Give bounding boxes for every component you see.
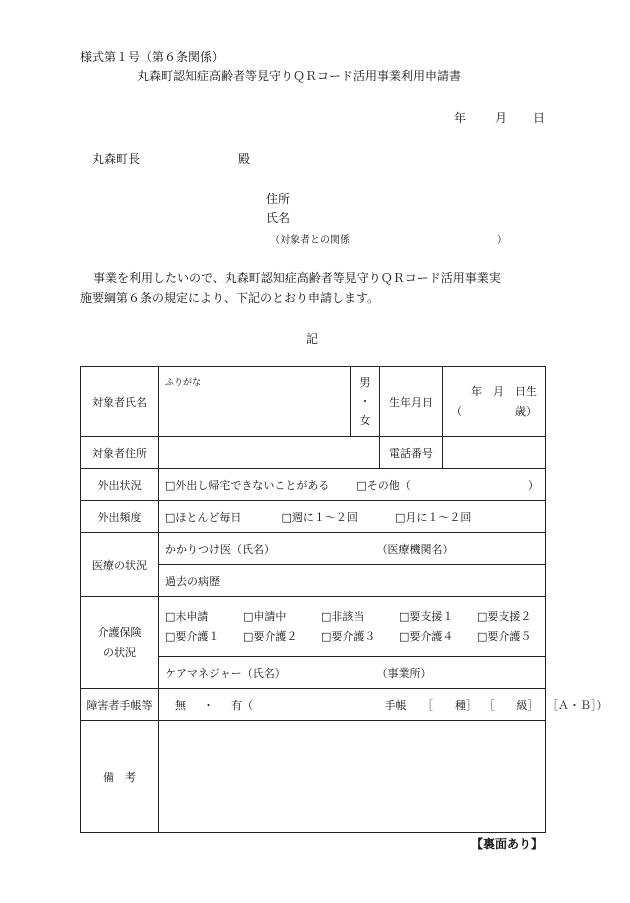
- application-table: [80, 366, 608, 833]
- addressee-honorific: 殿: [238, 152, 251, 166]
- gender-field[interactable]: [351, 367, 380, 437]
- kind-field[interactable]: ［ 種］: [422, 698, 477, 712]
- addressee-name: 丸森町長: [92, 152, 141, 166]
- techo-label: 手帳: [384, 698, 407, 712]
- care-level-4[interactable]: □要介護４: [399, 629, 454, 643]
- disability-dot: ・: [203, 698, 214, 712]
- row-outing-frequency: [81, 501, 546, 533]
- age-open: （: [451, 404, 462, 418]
- doctor-label: かかりつけ医（氏名）: [165, 542, 275, 556]
- care-level-2[interactable]: □要介護２: [243, 629, 298, 643]
- care-support-1[interactable]: □要支援１: [399, 609, 454, 623]
- label-name: 対象者氏名: [81, 367, 159, 437]
- care-applying[interactable]: □申請中: [243, 609, 287, 623]
- body-line-1: 事業を利用したいので、丸森町認知症高齢者等見守りＱＲコード活用事業実: [93, 271, 501, 285]
- gender-dot: ・: [359, 395, 371, 408]
- row-address: [81, 437, 546, 469]
- phone-field[interactable]: [443, 437, 546, 469]
- remarks-field[interactable]: [159, 721, 546, 833]
- row-medical-doctor: [81, 533, 546, 565]
- outing-status-option-1[interactable]: □外出し帰宅できないことがある: [165, 478, 330, 492]
- care-support-2[interactable]: □要支援２: [477, 609, 532, 623]
- outing-status-option-2[interactable]: □その他（: [356, 478, 411, 492]
- address-field[interactable]: [159, 437, 380, 469]
- row-name: [81, 367, 546, 437]
- label-address: 対象者住所: [81, 437, 159, 469]
- frequency-monthly[interactable]: □月に１～２回: [395, 510, 472, 524]
- care-label-line-2: の状況: [103, 645, 136, 659]
- label-outing-status: 外出状況: [81, 469, 159, 501]
- care-level-1[interactable]: □要介護１: [165, 629, 220, 643]
- doctor-field[interactable]: [159, 533, 546, 565]
- birth-format: 年 月 日生: [471, 384, 537, 398]
- office-label: （事業所）: [376, 666, 432, 680]
- label-outing-frequency: 外出頻度: [81, 501, 159, 533]
- date-year: 年: [454, 111, 467, 125]
- care-manager-field[interactable]: [159, 657, 546, 689]
- history-label: 過去の病歴: [165, 574, 220, 588]
- care-level-5[interactable]: □要介護５: [477, 629, 532, 643]
- body-line-2: 施要綱第６条の規定により、下記のとおり申請します。: [80, 291, 380, 305]
- frequency-weekly[interactable]: □週に１～２回: [281, 510, 358, 524]
- ki-heading: 記: [306, 332, 319, 346]
- label-disability: 障害者手帳等: [81, 689, 159, 721]
- row-care-insurance: [81, 597, 546, 657]
- label-birth: 生年月日: [380, 367, 443, 437]
- care-not-applicable[interactable]: □非該当: [321, 609, 365, 623]
- label-care-insurance: [81, 597, 159, 689]
- applicant-address-label: 住所: [266, 192, 291, 206]
- applicant-relation-label: （対象者との関係: [270, 235, 350, 246]
- label-medical: 医療の状況: [81, 533, 159, 597]
- disability-none[interactable]: 無: [175, 698, 186, 712]
- name-field[interactable]: [159, 367, 351, 437]
- row-disability: [81, 689, 546, 721]
- care-label-line-1: 介護保険: [97, 625, 142, 639]
- care-manager-label: ケアマネジャー（氏名）: [165, 666, 286, 680]
- history-field[interactable]: [159, 565, 546, 597]
- outing-status-close: ）: [528, 478, 539, 492]
- form-number: 様式第１号（第６条関係）: [80, 50, 225, 64]
- disability-yes[interactable]: 有（: [231, 698, 253, 712]
- birth-field[interactable]: [443, 367, 546, 437]
- care-unapplied[interactable]: □未申請: [165, 609, 209, 623]
- age-close: 歳）: [515, 404, 537, 418]
- label-remarks: 備 考: [81, 721, 159, 833]
- care-level-3[interactable]: □要介護３: [321, 629, 376, 643]
- ab-field[interactable]: ［Ａ・Ｂ］）: [547, 698, 608, 712]
- footer-note: 【裏面あり】: [471, 837, 544, 851]
- row-remarks: [81, 721, 546, 833]
- row-outing-status: [81, 469, 546, 501]
- date-day: 日: [533, 111, 546, 125]
- label-phone: 電話番号: [380, 437, 443, 469]
- gender-male: 男: [359, 376, 371, 389]
- applicant-relation-close: ）: [497, 235, 507, 246]
- institution-label: （医療機関名）: [376, 542, 454, 556]
- furigana-label: ふりがな: [165, 378, 202, 388]
- grade-field[interactable]: ［ 級］: [483, 698, 539, 712]
- date-month: 月: [495, 111, 508, 125]
- form-title: 丸森町認知症高齢者等見守りＱＲコード活用事業利用申請書: [137, 69, 462, 83]
- applicant-name-label: 氏名: [266, 211, 291, 225]
- gender-female: 女: [359, 414, 371, 427]
- frequency-daily[interactable]: □ほとんど毎日: [165, 510, 242, 524]
